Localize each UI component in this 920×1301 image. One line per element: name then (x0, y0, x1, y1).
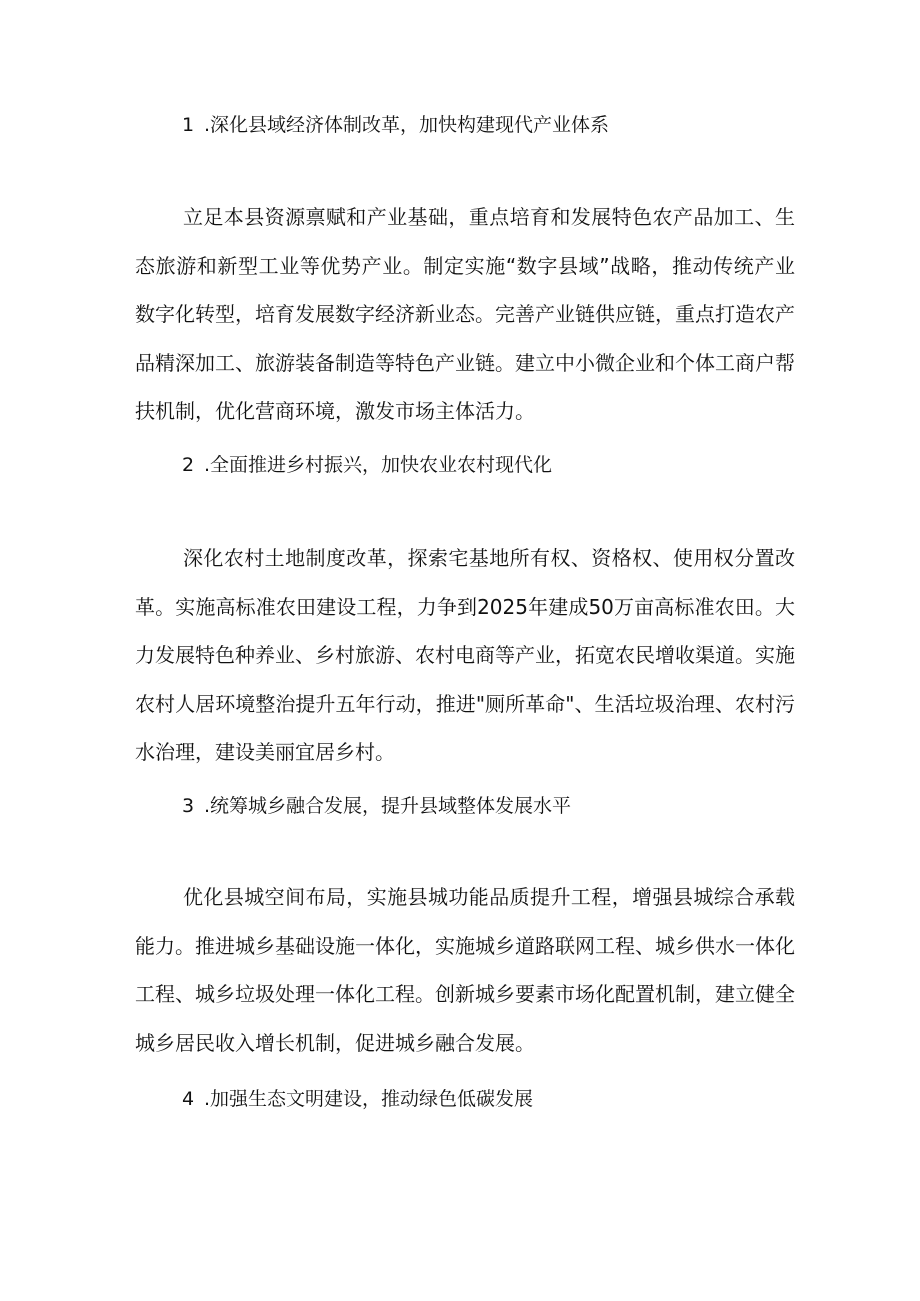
section-title: .全面推进乡村振兴，加快农业农村现代化 (204, 454, 553, 476)
section-heading-3 (182, 793, 792, 819)
section-heading-4 (182, 1086, 792, 1112)
section-title: .统筹城乡融合发展，提升县域整体发展水平 (204, 795, 572, 817)
section-paragraph-3: 优化县城空间布局，实施县城功能品质提升工程，增强县城综合承载能力。推进城乡基础设施一体化，实施城乡道路联网工程、城乡供水一体化工程、城乡垃圾处理一体化工程。创新城乡要素市场化配置机制，建立健全城乡居民收入增长机制，促进城乡融合发展。 (135, 885, 795, 1055)
section-number: 4 (182, 1088, 195, 1110)
section-heading-2 (182, 452, 792, 478)
section-title: .深化县域经济体制改革，加快构建现代产业体系 (204, 114, 610, 136)
section-paragraph-1: 立足本县资源禀赋和产业基础，重点培育和发展特色农产品加工、生态旅游和新型工业等优势产业。制定实施“数字县域”战略，推动传统产业数字化转型，培育发展数字经济新业态。完善产业链供应链，重点打造农产品精深加工、旅游装备制造等特色产业链。建立中小微企业和个体工商户帮扶机制，优化营商环境，激发市场主体活力。 (135, 205, 795, 423)
section-paragraph-2: 深化农村土地制度改革，探索宅基地所有权、资格权、使用权分置改革。实施高标准农田建设工程，力争到2025年建成50万亩高标准农田。大力发展特色种养业、乡村旅游、农村电商等产业，拓宽农民增收渠道。实施农村人居环境整治提升五年行动，推进"厕所革命"、生活垃圾治理、农村污水治理，建设美丽宜居乡村。 (135, 546, 795, 764)
section-heading-1 (182, 112, 792, 138)
section-number: 3 (182, 795, 195, 817)
section-number: 2 (182, 454, 195, 476)
section-number: 1 (182, 114, 195, 136)
section-title: .加强生态文明建设，推动绿色低碳发展 (204, 1088, 534, 1110)
